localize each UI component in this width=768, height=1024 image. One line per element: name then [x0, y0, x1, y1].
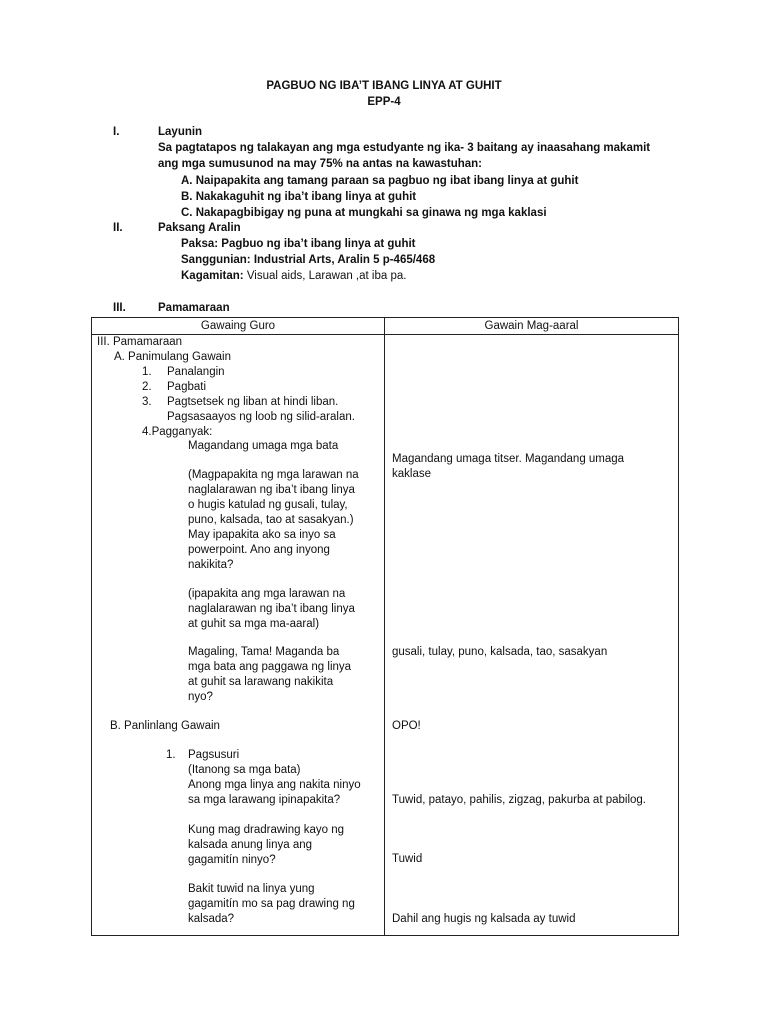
- section-1-numeral: I.: [113, 126, 120, 138]
- teacher-line: nyo?: [188, 691, 213, 703]
- section-2-numeral: II.: [113, 222, 123, 234]
- teacher-line: Pagsusuri: [188, 749, 240, 761]
- teacher-line: 4.Pagganyak:: [142, 426, 213, 438]
- section-3-numeral: III.: [113, 302, 126, 314]
- teacher-line: at guhit sa larawang nakikita: [188, 676, 334, 688]
- teacher-line-number: 1.: [142, 366, 152, 378]
- section-2-heading: Paksang Aralin: [158, 222, 241, 234]
- teacher-line: Pagtsetsek ng liban at hindi liban.: [167, 396, 339, 408]
- kagamitan-line: [181, 270, 406, 282]
- teacher-line: mga bata ang paggawa ng linya: [188, 661, 352, 673]
- teacher-line: kalsada?: [188, 913, 235, 925]
- teacher-line: powerpoint. Ano ang inyong: [188, 544, 330, 556]
- teacher-line: (Magpapakita ng mga larawan na: [188, 469, 359, 481]
- teacher-line: Kung mag dradrawing kayo ng: [188, 824, 344, 836]
- teacher-cell: [92, 335, 385, 936]
- teacher-line-number: 3.: [142, 396, 152, 408]
- paksa-line: Paksa: Pagbuo ng iba’t ibang linya at guhit: [181, 238, 416, 250]
- teacher-line: gagamitín ninyo?: [188, 854, 276, 866]
- teacher-line: B. Panlinlang Gawain: [110, 720, 220, 732]
- section-1-intro-line-1: Sa pagtatapos ng talakayan ang mga estudyante ng ika- 3 baitang ay inaasahang makamit: [158, 142, 651, 154]
- objective-c: C. Nakapagbibigay ng puna at mungkahi sa ginawa ng mga kaklasi: [181, 207, 547, 219]
- teacher-line: A. Panimulang Gawain: [114, 351, 231, 363]
- teacher-line: Anong mga linya ang nakita ninyo: [188, 779, 361, 791]
- teacher-line: Panalangin: [167, 366, 225, 378]
- teacher-line-number: 1.: [166, 749, 176, 761]
- section-1-intro-line-2: ang mga sumusunod na may 75% na antas na kawastuhan:: [158, 158, 483, 170]
- teacher-line: at guhit sa mga ma-aaral): [188, 618, 320, 630]
- kagamitan-value: Visual aids, Larawan ,at iba pa.: [243, 270, 407, 282]
- teacher-line: Pagbati: [167, 381, 207, 393]
- student-line: Magandang umaga titser. Magandang umaga: [392, 453, 625, 465]
- teacher-line: III. Pamamaraan: [97, 336, 183, 348]
- teacher-line-number: 2.: [142, 381, 152, 393]
- document-subtitle: EPP-4: [367, 96, 401, 108]
- teacher-line: (Itanong sa mga bata): [188, 764, 301, 776]
- student-line: kaklase: [392, 468, 431, 480]
- section-1-heading: Layunin: [158, 126, 203, 138]
- student-line: Dahil ang hugis ng kalsada ay tuwid: [392, 913, 576, 925]
- section-3-heading: Pamamaraan: [158, 302, 230, 314]
- header-student: Gawain Mag-aaral: [385, 318, 679, 335]
- student-line: OPO!: [392, 720, 421, 732]
- teacher-line: Magaling, Tama! Maganda ba: [188, 646, 340, 658]
- teacher-line: May ipapakita ako sa inyo sa: [188, 529, 336, 541]
- teacher-line: kalsada anung linya ang: [188, 839, 313, 851]
- teacher-line: gagamitín mo sa pag drawing ng: [188, 898, 355, 910]
- student-line: Tuwid: [392, 853, 423, 865]
- teacher-line: sa mga larawang ipinapakita?: [188, 794, 341, 806]
- sanggunian-line: Sanggunian: Industrial Arts, Aralin 5 p-465/468: [181, 254, 436, 266]
- objective-b: B. Nakakaguhit ng iba’t ibang linya at guhit: [181, 191, 417, 203]
- document-title: PAGBUO NG IBA’T IBANG LINYA AT GUHIT: [266, 80, 502, 92]
- teacher-line: Pagsasaayos ng loob ng silid-aralan.: [167, 411, 355, 423]
- student-line: gusali, tulay, puno, kalsada, tao, sasakyan: [392, 646, 608, 658]
- teacher-line: puno, kalsada, tao at sasakyan.): [188, 514, 354, 526]
- teacher-line: (ipapakita ang mga larawan na: [188, 588, 346, 600]
- teacher-line: Bakit tuwid na linya yung: [188, 883, 315, 895]
- header-teacher: Gawaing Guro: [92, 318, 385, 335]
- teacher-line: nakikita?: [188, 559, 234, 571]
- teacher-line: naglalarawan ng iba’t ibang linya: [188, 484, 355, 496]
- teacher-line: naglalarawan ng iba’t ibang linya: [188, 603, 355, 615]
- student-line: Tuwid, patayo, pahilis, zigzag, pakurba at pabilog.: [392, 794, 647, 806]
- student-cell: [385, 335, 679, 936]
- teacher-line: Magandang umaga mga bata: [188, 440, 339, 452]
- objective-a: A. Naipapakita ang tamang paraan sa pagbuo ng ibat ibang linya at guhit: [181, 175, 579, 187]
- kagamitan-label: Kagamitan:: [181, 270, 244, 282]
- lesson-table: [91, 317, 679, 936]
- teacher-line: o hugis katulad ng gusali, tulay,: [188, 499, 348, 511]
